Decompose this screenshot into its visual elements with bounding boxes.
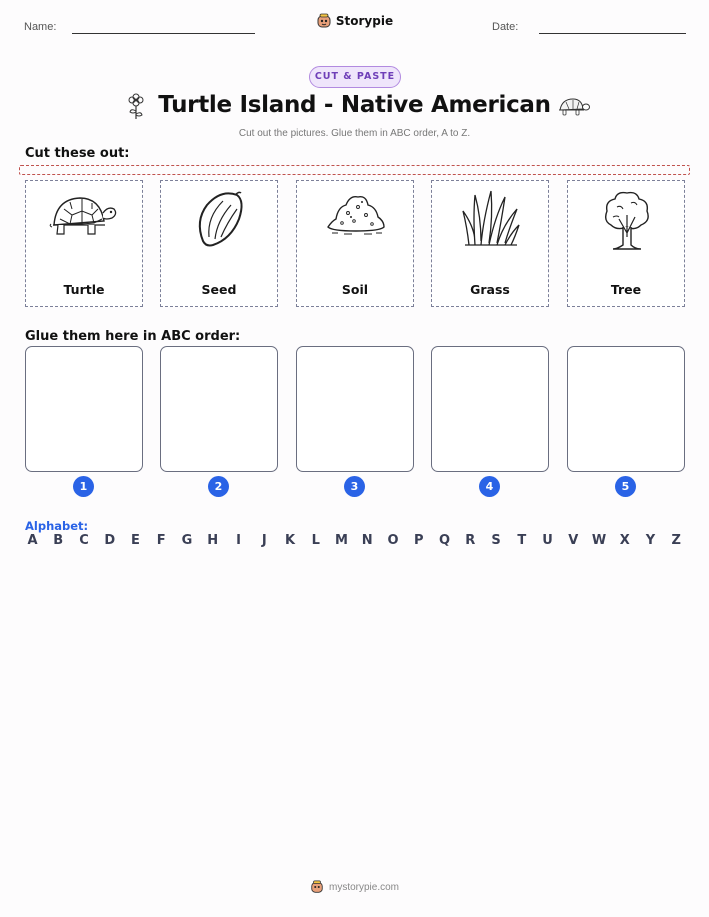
date-field-line[interactable] [539, 33, 686, 34]
alphabet-letter: P [413, 533, 424, 548]
alphabet-letter: C [79, 533, 89, 548]
storypie-mascot-icon [310, 880, 324, 894]
alphabet-letter: V [568, 533, 579, 548]
card-label-grass: Grass [470, 282, 510, 297]
cut-card-seed[interactable] [160, 180, 278, 307]
brand-logo [0, 13, 709, 29]
alphabet-letter: E [131, 533, 140, 548]
cut-card-tree[interactable] [567, 180, 685, 307]
slot-number-badge: 4 [479, 476, 500, 497]
alphabet-row [25, 533, 684, 548]
card-label-soil: Soil [341, 282, 369, 297]
glue-slot-2[interactable] [160, 346, 278, 472]
alphabet-letter: K [284, 533, 296, 548]
page-title: Turtle Island - Native American [158, 92, 551, 118]
alphabet-letter: S [491, 533, 501, 548]
soil-pile-icon [324, 187, 388, 241]
alphabet-letter: W [591, 533, 607, 548]
cut-line [19, 165, 690, 175]
alphabet-letter: B [53, 533, 64, 548]
card-label-turtle: Turtle [63, 282, 105, 297]
slot-number-badge: 3 [344, 476, 365, 497]
glue-section-label: Glue them here in ABC order: [25, 329, 241, 344]
slot-number-badge: 2 [208, 476, 229, 497]
small-turtle-icon [556, 96, 590, 118]
alphabet-letter: F [156, 533, 166, 548]
alphabet-letter: R [465, 533, 476, 548]
alphabet-letter: A [27, 533, 38, 548]
alphabet-letter: U [542, 533, 553, 548]
cut-and-paste-badge: CUT & PASTE [309, 66, 401, 88]
brand-name: Storypie [335, 14, 394, 28]
alphabet-letter: Y [645, 533, 656, 548]
cut-card-grass[interactable] [431, 180, 549, 307]
footer-url[interactable]: mystorypie.com [328, 881, 399, 893]
turtle-icon [48, 189, 118, 243]
alphabet-letter: D [104, 533, 116, 548]
name-label: Name: [24, 21, 57, 33]
alphabet-letter: T [517, 533, 527, 548]
cut-section-label: Cut these out: [25, 146, 130, 161]
alphabet-letter: Z [671, 533, 681, 548]
date-label: Date: [492, 21, 519, 33]
instructions: Cut out the pictures. Glue them in ABC order, A to Z. [238, 128, 471, 139]
alphabet-letter: N [361, 533, 373, 548]
footer [0, 880, 709, 894]
alphabet-letter: O [387, 533, 399, 548]
cut-card-soil[interactable] [296, 180, 414, 307]
alphabet-letter: M [335, 533, 348, 548]
card-label-tree: Tree [610, 282, 642, 297]
alphabet-letter: Q [438, 533, 451, 548]
name-field-line[interactable] [72, 33, 255, 34]
alphabet-letter: J [261, 533, 267, 548]
alphabet-letter: G [181, 533, 193, 548]
glue-slot-5[interactable] [567, 346, 685, 472]
cut-card-turtle[interactable] [25, 180, 143, 307]
glue-slot-1[interactable] [25, 346, 143, 472]
alphabet-label: Alphabet: [25, 519, 89, 533]
alphabet-letter: X [619, 533, 630, 548]
card-label-seed: Seed [201, 282, 237, 297]
slot-number-badge: 5 [615, 476, 636, 497]
glue-slot-4[interactable] [431, 346, 549, 472]
storypie-mascot-icon [316, 13, 332, 29]
alphabet-letter: I [236, 533, 241, 548]
alphabet-letter: H [207, 533, 219, 548]
grass-icon [461, 187, 521, 249]
glue-slot-3[interactable] [296, 346, 414, 472]
alphabet-letter: L [311, 533, 320, 548]
tree-icon [599, 187, 655, 253]
slot-number-badge: 1 [73, 476, 94, 497]
seed-icon [191, 187, 249, 251]
